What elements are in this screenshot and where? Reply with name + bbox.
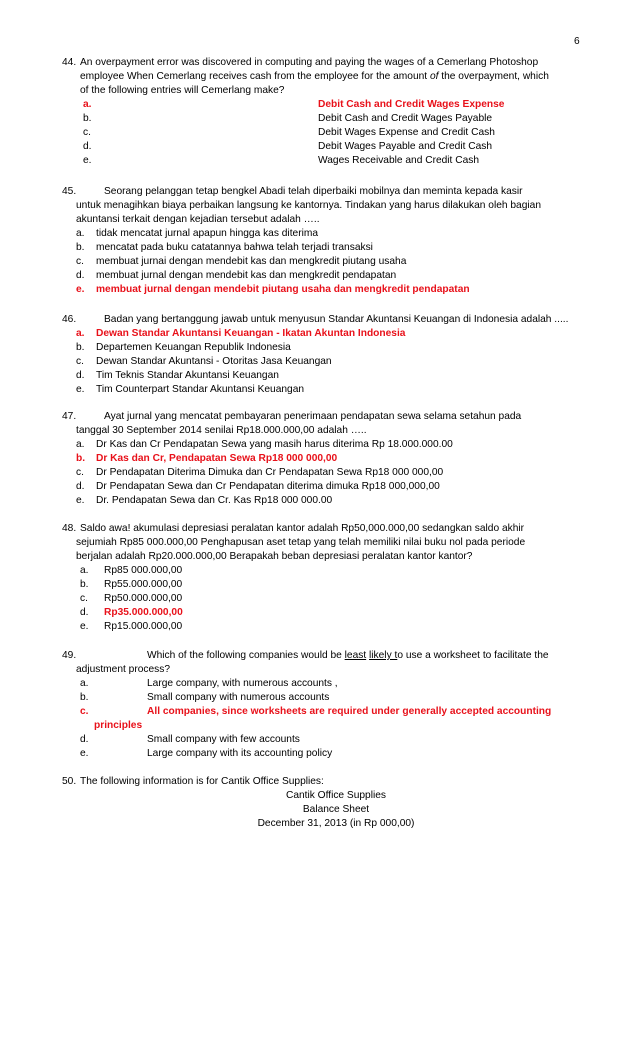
option-d: d. Dr Pendapatan Sewa dan Cr Pendapatan diterima dimuka Rp18 000,000,00 (76, 481, 440, 492)
question-45: 45. Seorang pelanggan tetap bengkel Abadi telah diperbaiki mobilnya dan meminta kepada kasir untuk menagihkan biaya perbaikan langsung ke kantornya. Tindakan yang harus dilakukan oleh bagian akuntansi terkait dengan kejadian tersebut adalah ….. a. tidak mencatat jurnal apapun hingga kas diterima b. mencatat pada buku catatannya bahwa telah terjadi transaksi c. membuat jurnai dengan mendebit kas dan mengkredit piutang usaha d. membuat jurnal dengan mendebit kas dan mengkredit pendapatan e. membuat jurnal dengan mendebit piutang usaha dan mengkredit pendapatan (62, 185, 582, 297)
question-number: 48. (62, 523, 77, 534)
option-e: e. Wages Receivable and Credit Cash (83, 155, 480, 166)
option-e: e. Dr. Pendapatan Sewa dan Cr. Kas Rp18 000 000.00 (76, 495, 333, 506)
option-b-answer: b. Dr Kas dan Cr, Pendapatan Sewa Rp18 000 000,00 (76, 453, 338, 464)
option-c-answer: c. All companies, since worksheets are required under generally accepted accounting (80, 706, 552, 717)
statement-date: December 31, 2013 (in Rp 000,00) (257, 818, 415, 829)
option-a-answer: a. Dewan Standar Akuntansi Keuangan - Ikatan Akuntan Indonesia (76, 328, 406, 339)
option-d: d. membuat jurnal dengan mendebit kas dan mengkredit pendapatan (76, 270, 397, 281)
option-b: b. Rp55.000.000,00 (80, 579, 183, 590)
option-a: a. tidak mencatat jurnal apapun hingga kas diterima (76, 228, 318, 239)
option-c-continuation: principles (94, 720, 143, 731)
option-c: c. Dr Pendapatan Diterima Dimuka dan Cr Pendapatan Sewa Rp18 000 000,00 (76, 467, 444, 478)
question-number: 49. (62, 650, 77, 661)
statement-title: Balance Sheet (302, 804, 370, 815)
question-number: 46. (62, 314, 77, 325)
option-c: c. Debit Wages Expense and Credit Cash (83, 127, 495, 138)
option-d: d. Small company with few accounts (80, 734, 300, 745)
option-e: e. Tim Counterpart Standar Akuntansi Keuangan (76, 384, 305, 395)
question-44: 44. An overpayment error was discovered in computing and paying the wages of a Cemerlang Photoshop employee When Cemerlang receives cash from the employee for the amount of the overpayment, which of the following entries will Cemerlang make? a. Debit Cash and Credit Wages Expense b. Debit Cash and Credit Wages Payable c. Debit Wages Expense and Credit Cash d. Debit Wages Payable and Credit Cash e. Wages Receivable and Credit Cash (62, 56, 582, 168)
option-c: c. membuat jurnai dengan mendebit kas dan mengkredit piutang usaha (76, 256, 407, 267)
option-d-answer: d. Rp35.000.000,00 (80, 607, 183, 618)
question-number: 44. (62, 57, 77, 68)
option-a: a. Rp85 000.000,00 (80, 565, 183, 576)
question-48: 48. Saldo awa! akumulasi depresiasi peralatan kantor adalah Rp50,000.000,00 sedangkan saldo akhir sejumiah Rp85 000.000,00 Penghapusan aset tetap yang telah memiliki nilai buku nol pada periode berjalan adalah Rp20.000.000,00 Berapakah beban depresiasi peralatan kantor kantor? a. Rp85 000.000,00 b. Rp55.000.000,00 c. Rp50.000.000,00 d. Rp35.000.000,00 e. Rp15.000.000,00 (62, 522, 582, 634)
option-c: c. Dewan Standar Akuntansi - Otoritas Jasa Keuangan (76, 356, 332, 367)
question-50: 50. The following information is for Cantik Office Supplies: Cantik Office Supplies Balance Sheet December 31, 2013 (in Rp 000,00) (62, 775, 582, 831)
option-a: a. Large company, with numerous accounts , (80, 678, 338, 689)
page-number: 6 (574, 36, 580, 47)
company-name: Cantik Office Supplies (285, 790, 387, 801)
question-46: 46. Badan yang bertanggung jawab untuk menyusun Standar Akuntansi Keuangan di Indonesia adalah ..... a. Dewan Standar Akuntansi Keuangan - Ikatan Akuntan Indonesia b. Departemen Keuangan Republik Indonesia c. Dewan Standar Akuntansi - Otoritas Jasa Keuangan d. Tim Teknis Standar Akuntansi Keuangan e. Tim Counterpart Standar Akuntansi Keuangan (62, 313, 582, 397)
option-b: b. mencatat pada buku catatannya bahwa telah terjadi transaksi (76, 242, 373, 253)
option-e: e. Rp15.000.000,00 (80, 621, 183, 632)
option-a: a. Dr Kas dan Cr Pendapatan Sewa yang masih harus diterima Rp 18.000.000.00 (76, 439, 453, 450)
option-e: e. Large company with its accounting policy (80, 748, 333, 759)
option-b: b. Small company with numerous accounts (80, 692, 330, 703)
option-a-answer: a. Debit Cash and Credit Wages Expense (83, 99, 505, 110)
option-c: c. Rp50.000.000,00 (80, 593, 183, 604)
option-b: b. Debit Cash and Credit Wages Payable (83, 113, 493, 124)
question-number: 45. (62, 186, 77, 197)
option-e-answer: e. membuat jurnal dengan mendebit piutang usaha dan mengkredit pendapatan (76, 284, 470, 295)
question-49: 49. Which of the following companies would be least likely to use a worksheet to facilitate the adjustment process? a. Large company, with numerous accounts , b. Small company with numerous accounts c. All companies, since worksheets are required under generally accepted accounting principles d. Small company with few accounts e. Large company with its accounting policy (62, 649, 582, 761)
question-number: 50. (62, 776, 77, 787)
question-47: 47. Ayat jurnal yang mencatat pembayaran penerimaan pendapatan sewa selama setahun pada tanggal 30 September 2014 senilai Rp18.000.000,00 adalah ….. a. Dr Kas dan Cr Pendapatan Sewa yang masih harus diterima Rp 18.000.000.00 b. Dr Kas dan Cr, Pendapatan Sewa Rp18 000 000,00 c. Dr Pendapatan Diterima Dimuka dan Cr Pendapatan Sewa Rp18 000 000,00 d. Dr Pendapatan Sewa dan Cr Pendapatan diterima dimuka Rp18 000,000,00 e. Dr. Pendapatan Sewa dan Cr. Kas Rp18 000 000.00 (62, 410, 582, 508)
option-d: d. Tim Teknis Standar Akuntansi Keuangan (76, 370, 279, 381)
question-number: 47. (62, 411, 77, 422)
option-d: d. Debit Wages Payable and Credit Cash (83, 141, 493, 152)
option-b: b. Departemen Keuangan Republik Indonesia (76, 342, 291, 353)
